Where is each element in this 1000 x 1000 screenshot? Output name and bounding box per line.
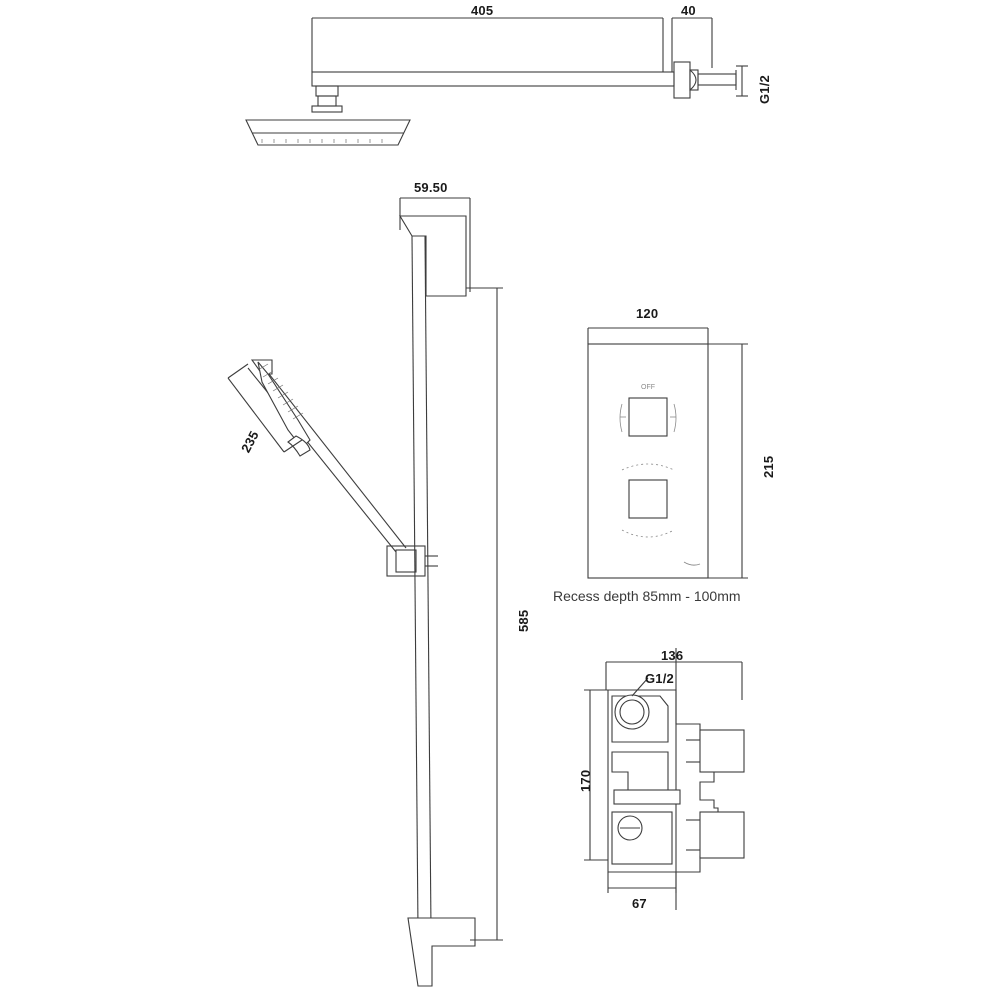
dim-label-valve-body-height: 170 <box>578 769 593 792</box>
valve-face-plate <box>588 344 708 578</box>
slide-rail-bar <box>412 236 431 930</box>
valve-off-marker: OFF <box>641 384 655 391</box>
dim-585-group <box>466 288 503 940</box>
dim-120-group <box>588 328 708 344</box>
dim-label-wall-flange: 40 <box>681 3 696 18</box>
rail-bottom-bracket <box>408 918 475 986</box>
dim-label-valve-body-depth: 67 <box>632 896 647 911</box>
dim-215-group <box>708 344 748 578</box>
dim-label-valve-inlet-thread: G1/2 <box>645 671 674 686</box>
dim-label-valve-plate-width: 120 <box>636 306 659 321</box>
dim-label-rail-length: 585 <box>516 609 531 632</box>
dim-label-handset-length: 235 <box>238 428 262 456</box>
overhead-shower-head <box>246 86 410 145</box>
rail-top-bracket <box>400 216 466 296</box>
valve-body <box>608 648 744 910</box>
dim-405-group <box>312 18 663 72</box>
dim-67-group <box>608 872 676 893</box>
dim-label-valve-body-width: 136 <box>661 648 684 663</box>
note-recess-depth: Recess depth 85mm - 100mm <box>553 588 741 604</box>
dim-40-group <box>672 18 712 72</box>
dim-label-valve-plate-height: 215 <box>761 455 776 478</box>
dim-label-arm-length: 405 <box>471 3 494 18</box>
handset <box>252 360 310 456</box>
dim-label-inlet-thread: G1/2 <box>757 75 772 104</box>
dim-label-rail-bracket-projection: 59.50 <box>414 180 448 195</box>
shower-arm <box>312 62 748 98</box>
